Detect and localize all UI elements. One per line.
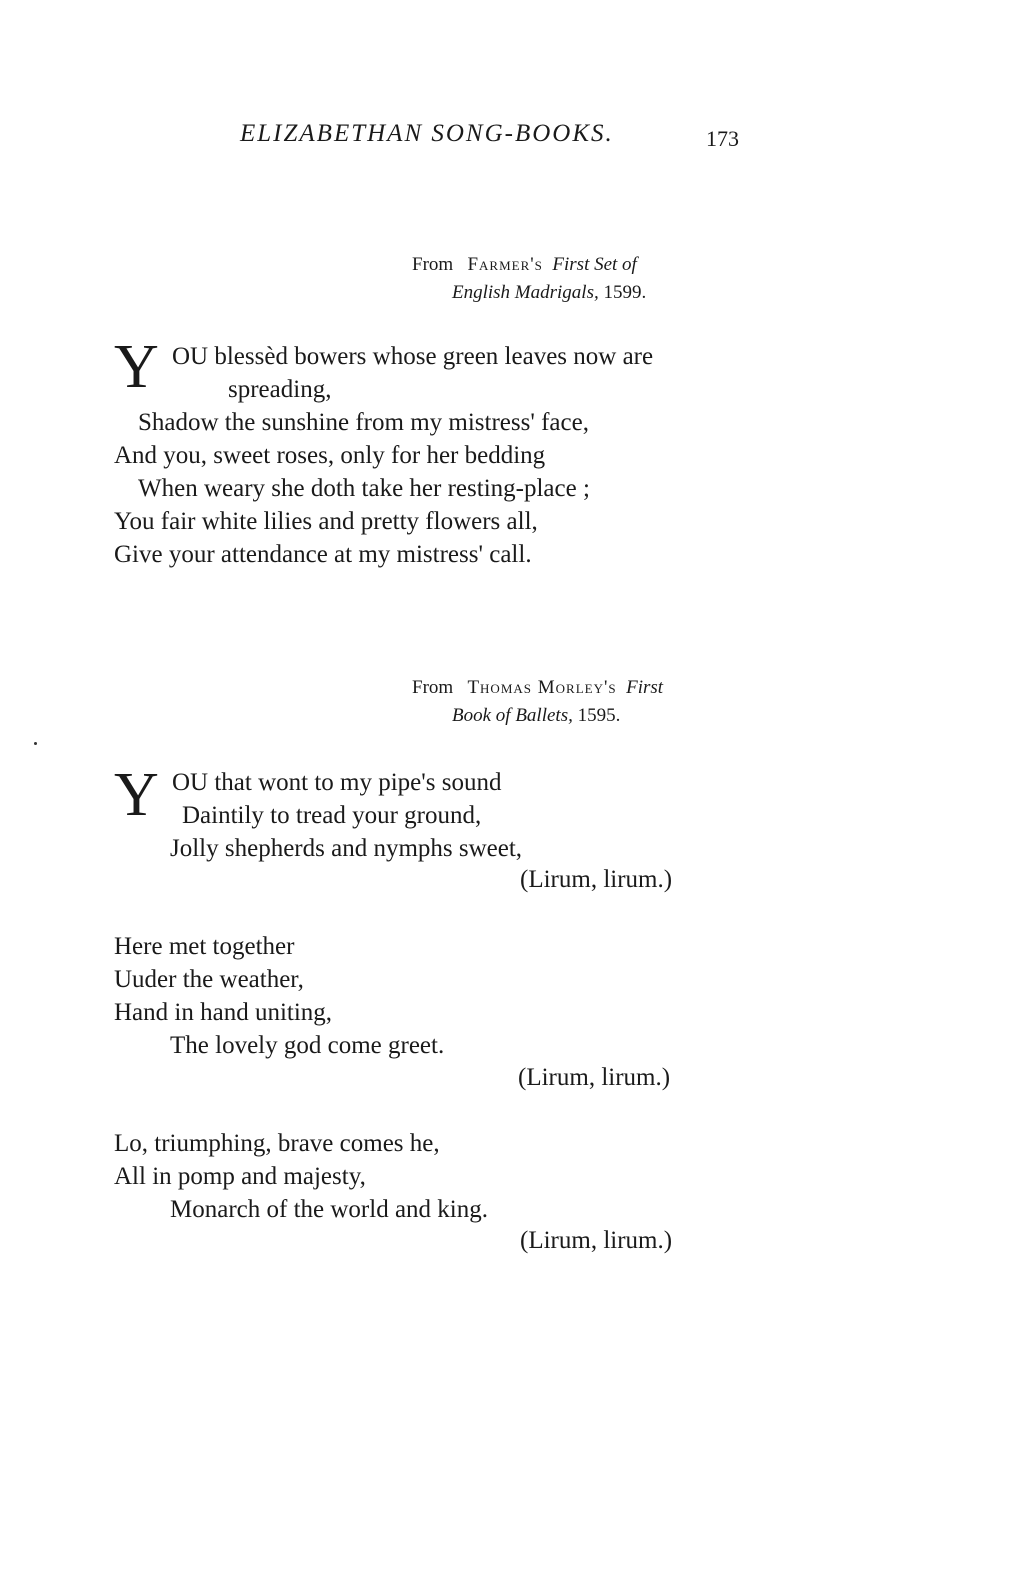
poem1-source-line1 (412, 254, 637, 276)
poem2-refrain-2: (Lirum, lirum.) (518, 1064, 671, 1091)
poem2-line-2: Daintily to tread your ground, (182, 802, 482, 829)
poem2-source-prefix: From (412, 677, 454, 698)
print-speck (34, 742, 37, 745)
poem2-stanza2-line: Here met together (114, 933, 295, 960)
poem1-drop-cap: Y (114, 333, 159, 401)
poem2-refrain-3: (Lirum, lirum.) (520, 1227, 673, 1254)
running-head: ELIZABETHAN SONG-BOOKS. (240, 120, 614, 147)
poem2-stanza3-line: Lo, triumphing, brave comes he, (114, 1130, 440, 1157)
poem1-line-1: OU blessèd bowers whose green leaves now are (172, 343, 654, 370)
poem2-refrain-1: (Lirum, lirum.) (520, 866, 673, 893)
poem2-drop-cap: Y (114, 761, 159, 829)
poem2-line-3: Jolly shepherds and nymphs sweet, (170, 835, 523, 862)
poem1-source-line2 (452, 282, 646, 304)
poem1-source-year: 1599. (603, 282, 647, 303)
poem2-source-year: 1595. (577, 705, 621, 726)
poem1-source-author: Farmer's (467, 254, 543, 275)
poem1-line-1-cont: spreading, (228, 376, 332, 403)
poem2-line-1: OU that wont to my pipe's sound (172, 769, 502, 796)
poem2-stanza3-last: Monarch of the world and king. (170, 1196, 488, 1223)
poem1-source-title: First Set of (552, 254, 637, 275)
poem2-stanza2-line: Uuder the weather, (114, 966, 304, 993)
page-number: 173 (706, 126, 739, 151)
poem2-source-line1 (412, 677, 663, 699)
poem2-stanza2-last: The lovely god come greet. (170, 1032, 445, 1059)
poem2-stanza3-line: All in pomp and majesty, (114, 1163, 366, 1190)
poem2-source-title: First (626, 677, 664, 698)
poem2-stanza2-line: Hand in hand uniting, (114, 999, 333, 1026)
poem1-line: When weary she doth take her resting-place ; (138, 475, 590, 502)
poem1-source-prefix: From (412, 254, 454, 275)
poem1-line: You fair white lilies and pretty flowers all, (114, 508, 538, 535)
poem1-line: Give your attendance at my mistress' call. (114, 541, 532, 568)
poem1-source-title-2: English Madrigals, (452, 282, 599, 303)
poem2-source-line2 (452, 705, 620, 727)
poem2-source-author: Thomas Morley's (467, 677, 617, 698)
poem2-source-title-2: Book of Ballets, (452, 705, 573, 726)
poem1-line: And you, sweet roses, only for her bedding (114, 442, 546, 469)
poem1-line: Shadow the sunshine from my mistress' face, (138, 409, 589, 436)
